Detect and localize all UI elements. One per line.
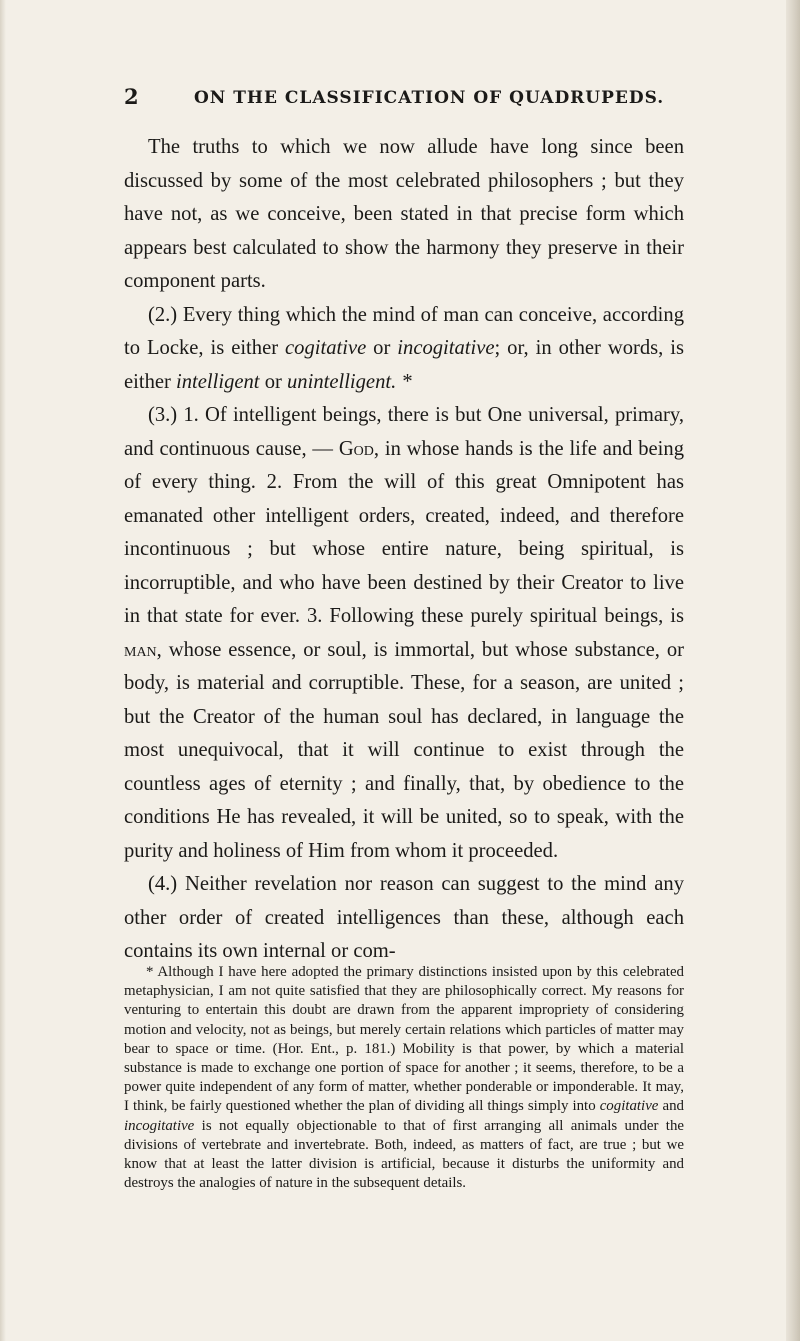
page-right-edge bbox=[786, 0, 800, 1341]
term-cogitative: cogitative bbox=[285, 337, 367, 359]
paragraph-2-text: or bbox=[366, 337, 398, 359]
paragraph-2-text: or bbox=[259, 370, 287, 393]
running-title: ON THE CLASSIFICATION OF QUADRUPEDS. bbox=[194, 88, 665, 108]
footnote-part: is not equally objectionable to that of first arranging all animals under the divisions of vertebrate and invertebrate. Both, indeed, as matters of fact, are true ; but we know that at least the latter division is artificial, because it disturbs the uniformity and destroys the analogies of nature in the subsequent details. bbox=[124, 1117, 684, 1192]
footnote-term-incogitative: incogitative bbox=[124, 1117, 195, 1134]
term-incogitative: incogitative bbox=[397, 337, 495, 359]
term-god: God bbox=[338, 437, 374, 460]
footnote-text bbox=[124, 963, 684, 1193]
page-left-edge bbox=[0, 0, 6, 1341]
paragraph-3-text: (3.) 1. Of intelligent beings, there is but One universal, primary, and continuous cause, — bbox=[124, 404, 684, 460]
paragraph-3 bbox=[124, 399, 684, 868]
term-unintelligent: unintelligent. bbox=[287, 370, 397, 393]
paragraph-2-text: ; or, in other words, is either bbox=[124, 337, 685, 393]
page-number: 2 bbox=[124, 84, 140, 109]
body-text bbox=[124, 131, 684, 969]
paragraph-4: (4.) Neither revelation nor reason can suggest to the mind any other order of created intelligences than these, although each contains its own internal or com- bbox=[124, 873, 684, 962]
paragraph-2-text: (2.) Every thing which the mind of man can conceive, according to Locke, is either bbox=[124, 303, 684, 359]
footnote-marker: * bbox=[396, 370, 412, 393]
paragraph-2 bbox=[124, 299, 684, 400]
footnote-term-cogitative: cogitative bbox=[599, 1098, 659, 1115]
footnote-part: * Although I have here adopted the primary distinctions insisted upon by this celebrated metaphysician, I am not quite satisfied that they are philosophically correct. My reasons for venturing to entertain this doubt are drawn from the apparent impropriety of considering motion and velocity, not as beings, but merely certain relations which particles of matter may bear to space or time. (Hor. Ent., p. 181.) Mobility is that power, by which a material substance is made to exchange one portion of space for another ; it seems, therefore, to be a power quite independent of any form of matter, whether ponderable or imponderable. It may, I think, be fairly questioned whether the plan of dividing all things simply into bbox=[124, 964, 684, 1115]
paragraph-3-text: , in whose hands is the life and being of every thing. 2. From the will of this great Omnipotent has emanated other intelligent orders, created, indeed, and therefore incontinuous ; but whose entire nature, being spiritual, is incorruptible, and who have been destined by their Creator to live in that state for ever. 3. Following these purely spiritual beings, is bbox=[124, 437, 684, 627]
term-man: man bbox=[124, 638, 157, 661]
footnote bbox=[124, 963, 684, 1193]
term-intelligent: intelligent bbox=[176, 370, 260, 393]
footnote-part: and bbox=[658, 1098, 684, 1115]
paragraph-1: The truths to which we now allude have long since been discussed by some of the most celebrated philosophers ; but they have not, as we conceive, been stated in that precise form which appears best calculated to show the harmony they preserve in their component parts. bbox=[124, 136, 684, 292]
paragraph-3-text: , whose essence, or soul, is immortal, but whose substance, or body, is material and corruptible. These, for a season, are united ; but the Creator of the human soul has declared, in language the most unequivocal, that it will continue to exist through the countless ages of eternity ; and finally, that, by obedience to the conditions He has revealed, it will be united, so to speak, with the purity and holiness of Him from whom it proceeded. bbox=[124, 638, 684, 862]
